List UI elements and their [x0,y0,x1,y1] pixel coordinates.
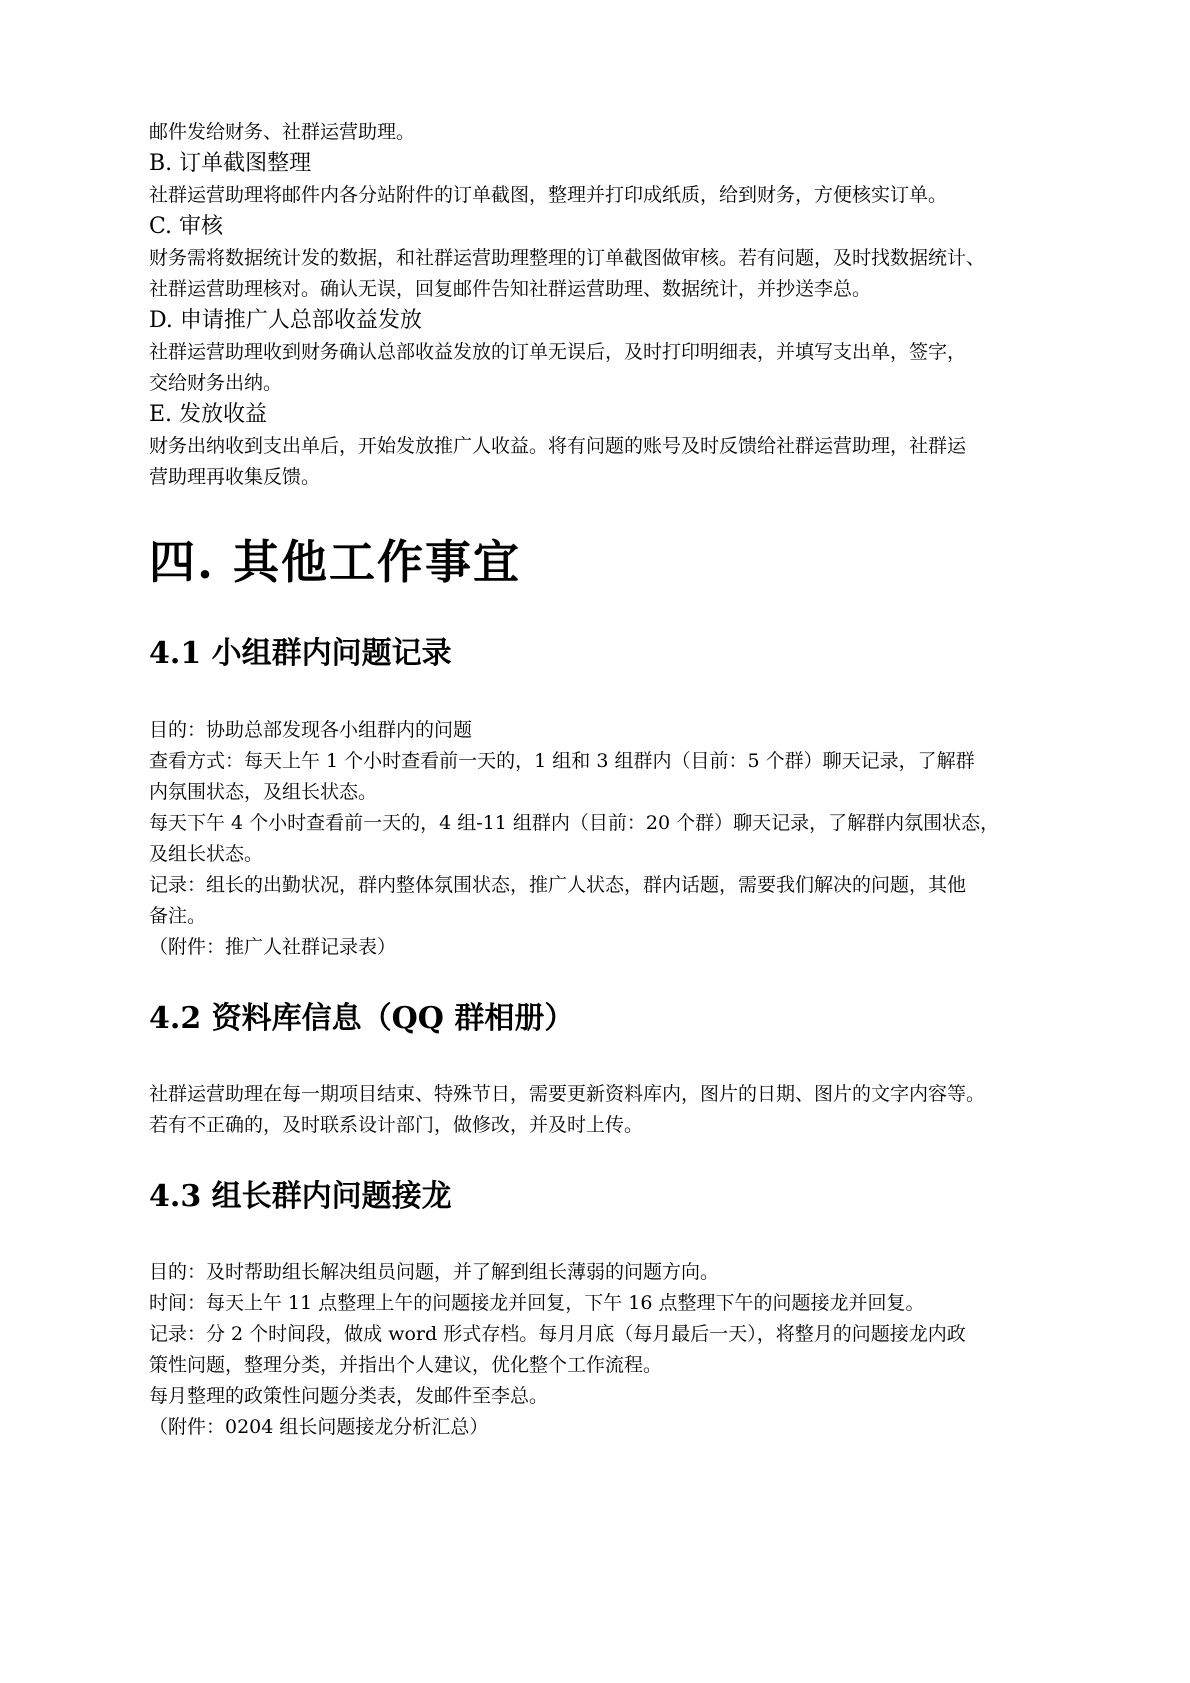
paragraph-line: 社群运营助理将邮件内各分站附件的订单截图，整理并打印成纸质，给到财务，方便核实订单。 [149,184,948,206]
paragraph-line: 每月整理的政策性问题分类表，发邮件至李总。 [149,1385,549,1407]
chapter-title: 四. 其他工作事宜 [149,535,522,589]
paragraph-line: 目的：及时帮助组长解决组员问题，并了解到组长薄弱的问题方向。 [149,1261,720,1283]
attachment-note: （附件：推广人社群记录表） [149,936,397,958]
paragraph-line: 若有不正确的，及时联系设计部门，做修改，并及时上传。 [149,1114,644,1136]
paragraph-line: 时间：每天上午 11 点整理上午的问题接龙并回复，下午 16 点整理下午的问题接龙并回复。 [149,1292,925,1314]
paragraph-line: 每天下午 4 个小时查看前一天的，4 组-11 组群内（目前：20 个群）聊天记录，了解群内氛围状态， [149,812,1000,834]
paragraph-line: 及组长状态。 [149,843,264,865]
paragraph-line: 备注。 [149,905,207,927]
paragraph-line: 查看方式：每天上午 1 个小时查看前一天的，1 组和 3 组群内（目前：5 个群）聊天记录，了解群 [149,750,975,772]
paragraph-line: 财务需将数据统计发的数据，和社群运营助理整理的订单截图做审核。若有问题，及时找数据统计、 [149,247,986,269]
subheading-b: B. 订单截图整理 [149,151,312,176]
paragraph-line: 邮件发给财务、社群运营助理。 [149,121,416,143]
paragraph-line: 社群运营助理核对。确认无误，回复邮件告知社群运营助理、数据统计，并抄送李总。 [149,278,872,300]
paragraph-line: 记录：组长的出勤状况，群内整体氛围状态，推广人状态，群内话题，需要我们解决的问题，其他 [149,874,967,896]
paragraph-line: 财务出纳收到支出单后，开始发放推广人收益。将有问题的账号及时反馈给社群运营助理，社群运 [149,435,967,457]
paragraph-line: 目的：协助总部发现各小组群内的问题 [149,719,473,741]
subheading-c: C. 审核 [149,214,224,239]
paragraph-line: 交给财务出纳。 [149,372,283,394]
subheading-d: D. 申请推广人总部收益发放 [149,308,422,333]
paragraph-line: 策性问题，整理分类，并指出个人建议，优化整个工作流程。 [149,1354,663,1376]
section-title-4-3: 4.3 组长群内问题接龙 [149,1179,452,1214]
paragraph-line: 社群运营助理收到财务确认总部收益发放的订单无误后，及时打印明细表，并填写支出单，签字， [149,341,967,363]
subheading-e: E. 发放收益 [149,402,268,427]
paragraph-line: 社群运营助理在每一期项目结束、特殊节日，需要更新资料库内，图片的日期、图片的文字内容等。 [149,1083,986,1105]
paragraph-line: 内氛围状态，及组长状态。 [149,781,378,803]
paragraph-line: 记录：分 2 个时间段，做成 word 形式存档。每月月底（每月最后一天），将整月的问题接龙内政 [149,1323,966,1345]
attachment-note: （附件：0204 组长问题接龙分析汇总） [149,1416,489,1438]
paragraph-line: 营助理再收集反馈。 [149,466,321,488]
section-title-4-1: 4.1 小组群内问题记录 [149,636,452,671]
section-title-4-2: 4.2 资料库信息（QQ 群相册） [149,1001,575,1036]
